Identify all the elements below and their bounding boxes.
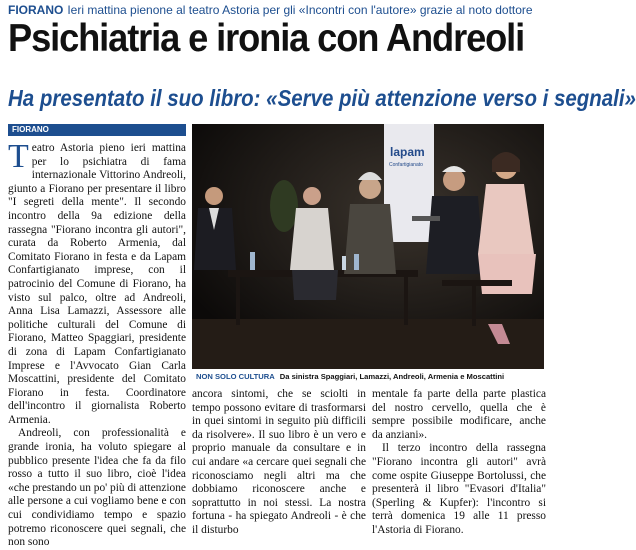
photo-caption [196,372,546,382]
stage-photo-illustration [192,124,544,369]
col3-paragraph-2: Il terzo incontro della rassegna "Fiorano incontra gli autori" avrà come ospite Giuseppe Bortolussi, che presenterà il libro "Evasori d'Italia" (Sperling & Kupfer): l'incontro si terrà domenica 19 alle 11 presso l'Astoria di Fiorano. [372,442,546,536]
water-cup [342,256,346,270]
kicker-location: FIORANO [8,3,64,17]
stage-plant [270,180,298,232]
side-table [442,280,512,286]
article-column-3 [372,388,546,538]
article-column-1 [8,138,186,550]
caption-text: Da sinistra Spaggiari, Lamazzi, Andreoli, Armenia e Moscattini [279,372,505,381]
banner-logo-text: lapam [390,145,425,159]
banner-sub-text: Confartigianato [389,162,423,168]
stage-photo [192,124,544,369]
kicker-text: Ieri mattina pienone al teatro Astoria per gli «Incontri con l'autore» grazie al noto dottore [67,3,533,17]
section-label: FIORANO [8,124,186,136]
col1-paragraph-1: eatro Astoria pieno ieri mattina per lo psichiatra di fama internazionale Vittorino Andreoli, giunto a Fiorano per presentare il libro "I segreti della mente". Il secondo incontro della 9a edizione della rassegna "Fiorano incontra gli autori", curata da Roberto Armenia, dal Comitato Fiorano in festa e da Lapam Confartigianato imprese, con il patrocinio del Comune di Fiorano, ha visto sul palco, oltre ad Andreoli, Anna Lisa Lamazzi, Assessore alle politiche culturali del Comune di Fiorano, Matteo Spaggiari, presidente di zona di Lapam Confartigianato Imprese e l'Avvocato Gian Carla Moscattini, presidente del Comitato Fiorano in festa. Coordinatore dell'incontro il giornalista Roberto Armenia. [8,142,186,426]
caption-tag: NON SOLO CULTURA [196,372,275,381]
subheadline: Ha presentato il suo libro: «Serve più attenzione verso i segnali» [8,85,636,111]
kicker-line [8,3,544,17]
water-bottle [354,254,359,270]
article-column-2: ancora sintomi, che se sciolti in tempo possono evitare di trasformarsi in quei sintomi in seguito più difficili da risolvere». Il suo libro è un vero e proprio manuale da consultare e in cui andare «a cercare quei segnali che riconosciamo negli altri ma che dobbiamo riconoscere anche e soprattutto in noi stessi. La nostra fortuna - ha spiegato Andreoli - è che il disturbo [192,388,366,536]
col1-paragraph-2: Andreoli, con professionalità e grande ironia, ha voluto spiegare al pubblico presente l'idea che fa da filo rosso a tutto il suo libro, cioè l'idea «che prestando un po' più di attenzione alle persone a cui vogliamo bene e con cui condividiamo tempo e spazio potremo riconoscere quei segnali, che non sono [8,427,186,549]
water-bottle [250,252,255,270]
headline: Psichiatria e ironia con Andreoli [8,17,525,60]
col3-paragraph-1: mentale fa parte della parte plastica del nostro cervello, quella che è sempre possibile modificare, anche da anziani». [372,388,546,441]
drop-cap: T [8,138,29,175]
